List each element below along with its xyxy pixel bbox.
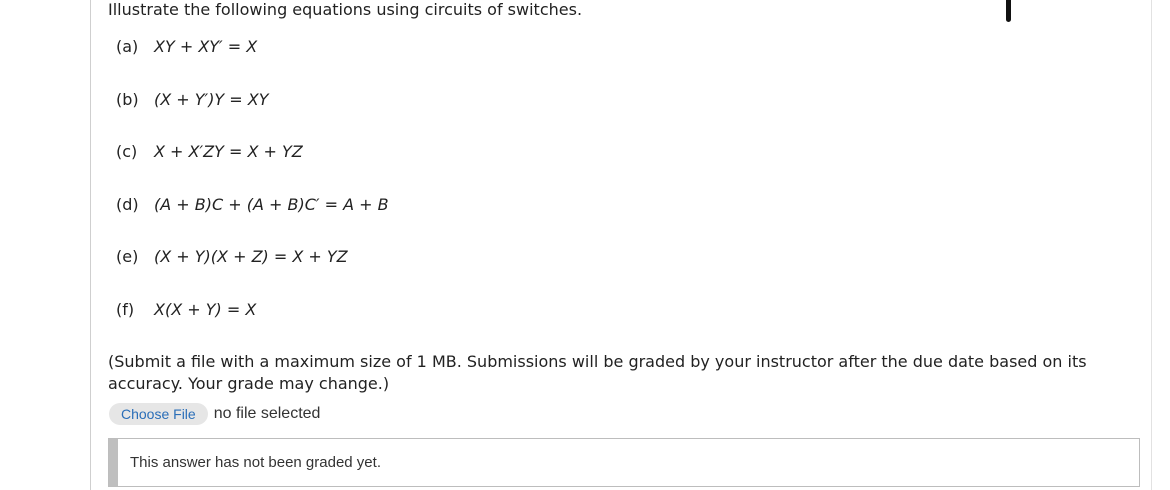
equation-a [116,37,257,57]
equation-label: (a) [116,37,139,56]
grade-notice-text: This answer has not been graded yet. [130,454,381,471]
equation-d [116,195,389,215]
equation-expression: (X + Y)(X + Z) = X + YZ [154,247,348,266]
file-upload-row [109,403,320,425]
equation-expression: X + X′ZY = X + YZ [154,142,303,161]
file-status-text: no file selected [213,405,321,422]
equation-expression: XY + XY′ = X [154,37,258,56]
equation-expression: X(X + Y) = X [154,300,257,319]
equation-label: (d) [116,195,139,214]
grade-notice-box [108,438,1140,487]
equation-label: (e) [116,247,139,266]
submission-instructions: (Submit a file with a maximum size of 1 MB. Submissions will be graded by your instructor after the due date based on its accuracy. Your grade may change.) [108,352,1087,393]
grade-notice-accent-bar [109,439,118,486]
equation-b [116,90,269,110]
equation-e [116,247,348,267]
equation-label: (f) [116,300,135,319]
equation-expression: (A + B)C + (A + B)C′ = A + B [154,195,389,214]
scroll-indicator[interactable] [1006,0,1011,22]
content-right-border [1151,0,1152,490]
content-left-border [90,0,91,490]
equation-expression: (X + Y′)Y = XY [154,90,269,109]
equation-label: (b) [116,90,139,109]
question-intro: Illustrate the following equations using circuits of switches. [108,0,583,19]
equation-f [116,300,256,320]
equation-c [116,142,303,162]
choose-file-button[interactable]: Choose File [109,403,208,425]
equation-label: (c) [116,142,138,161]
